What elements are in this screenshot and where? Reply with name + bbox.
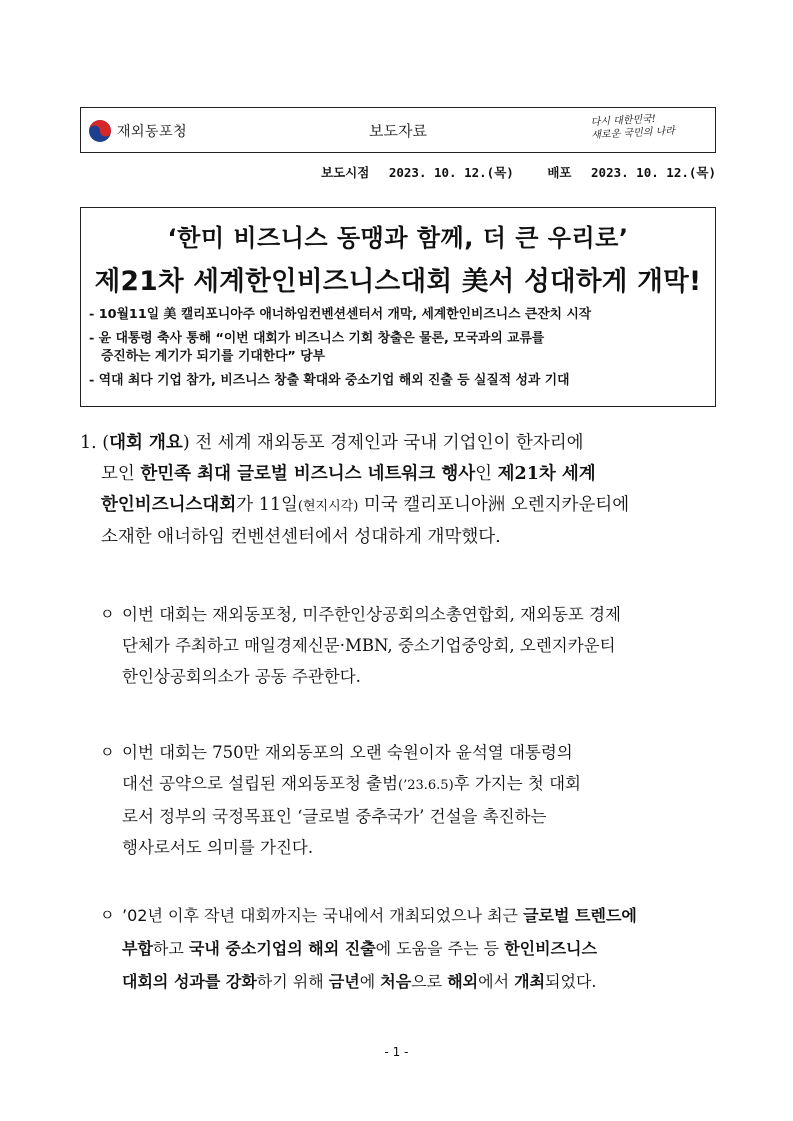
- bullet-line: 대선 공약으로 설립된 재외동포청 출범(’23.6.5)후 가지는 첫 대회: [122, 774, 581, 793]
- paragraph-overview: [80, 428, 720, 553]
- bullet-mark: ㅇ: [100, 906, 115, 924]
- bullet-line: 로서 정부의 국정목표인 ‘글로벌 중추국가’ 건설을 촉진하는: [122, 807, 547, 826]
- bullet-line: 이번 대회는 재외동포청, 미주한인상공회의소총연합회, 재외동포 경제: [122, 605, 621, 624]
- headline-title-1: ‘한미 비즈니스 동맹과 함께, 더 큰 우리로’: [167, 224, 629, 252]
- slogan-line-1: 다시 대한민국!: [590, 113, 657, 129]
- bullet-mark: ㅇ: [100, 605, 115, 623]
- headline-title-2: 제21차 세계한인비즈니스대회 美서 성대하게 개막!: [94, 266, 702, 297]
- subtitle-2-line-1: - 윤 대통령 축사 통해 “이번 대회가 비즈니스 기회 창출은 물론, 모국과의 교류를: [89, 331, 545, 346]
- headline-subtitles: [81, 306, 715, 390]
- bullet-first-overseas: [100, 899, 720, 998]
- subtitle-2-line-2: 증진하는 계기가 되기를 기대한다” 당부: [101, 349, 326, 364]
- bullet-mark: ㅇ: [100, 743, 115, 761]
- bullet-line: 단체가 주최하고 매일경제신문·MBN, 중소기업중앙회, 오렌지카운티: [122, 636, 616, 655]
- paragraph-line: 소재한 애너하임 컨벤션센터에서 성대하게 개막했다.: [101, 527, 501, 547]
- org-name: 재외동포청: [117, 124, 188, 140]
- bullet-line: 한인상공회의소가 공동 주관한다.: [122, 667, 361, 686]
- page-number: - 1 -: [384, 1045, 409, 1059]
- dist-label: 배포: [547, 165, 572, 180]
- dist-date: 2023. 10. 12.(목): [591, 165, 716, 180]
- paragraph-line: 한인비즈니스대회가 11일(현지시각) 미국 캘리포니아洲 오렌지카운티에: [101, 495, 630, 515]
- headline-box: [80, 207, 716, 407]
- bullet-line: 행사로서도 의미를 가진다.: [122, 838, 314, 857]
- bullet-line: ’02년 이후 작년 대회까지는 국내에서 개최되었으나 최근 글로벌 트렌드에: [122, 906, 637, 925]
- paragraph-line: 1. (대회 개요) 전 세계 재외동포 경제인과 국내 기업인이 한자리에: [80, 433, 584, 453]
- paragraph-line: 모인 한민족 최대 글로벌 비즈니스 네트워크 행사인 제21차 세계: [101, 464, 596, 484]
- subtitle-3: - 역대 최다 기업 참가, 비즈니스 창출 확대와 중소기업 해외 진출 등 실질적 성과 기대: [89, 373, 570, 388]
- slogan-line-2: 새로운 국민의 나라: [591, 125, 676, 142]
- bullet-line: 부합하고 국내 중소기업의 해외 진출에 도움을 주는 등 한인비즈니스: [122, 939, 597, 958]
- bullet-significance: [100, 737, 720, 863]
- doc-type-label: 보도자료: [369, 122, 427, 140]
- report-label: 보도시점: [321, 165, 370, 180]
- bullet-organizers: [100, 599, 720, 692]
- report-date: 2023. 10. 12.(목): [388, 165, 514, 180]
- subtitle-1: - 10월11일 美 캘리포니아주 애너하임컨벤션센터서 개막, 세계한인비즈니스 큰잔치 시작: [89, 307, 592, 322]
- bullet-line: 이번 대회는 750만 재외동포의 오랜 숙원이자 윤석열 대통령의: [122, 743, 573, 762]
- slogan-signature: [591, 112, 676, 142]
- subtitle-2: [89, 330, 709, 366]
- release-dates: [0, 163, 716, 181]
- bullet-line: 대회의 성과를 강화하기 위해 금년에 처음으로 해외에서 개최되었다.: [122, 972, 597, 991]
- press-release-header: [80, 107, 716, 153]
